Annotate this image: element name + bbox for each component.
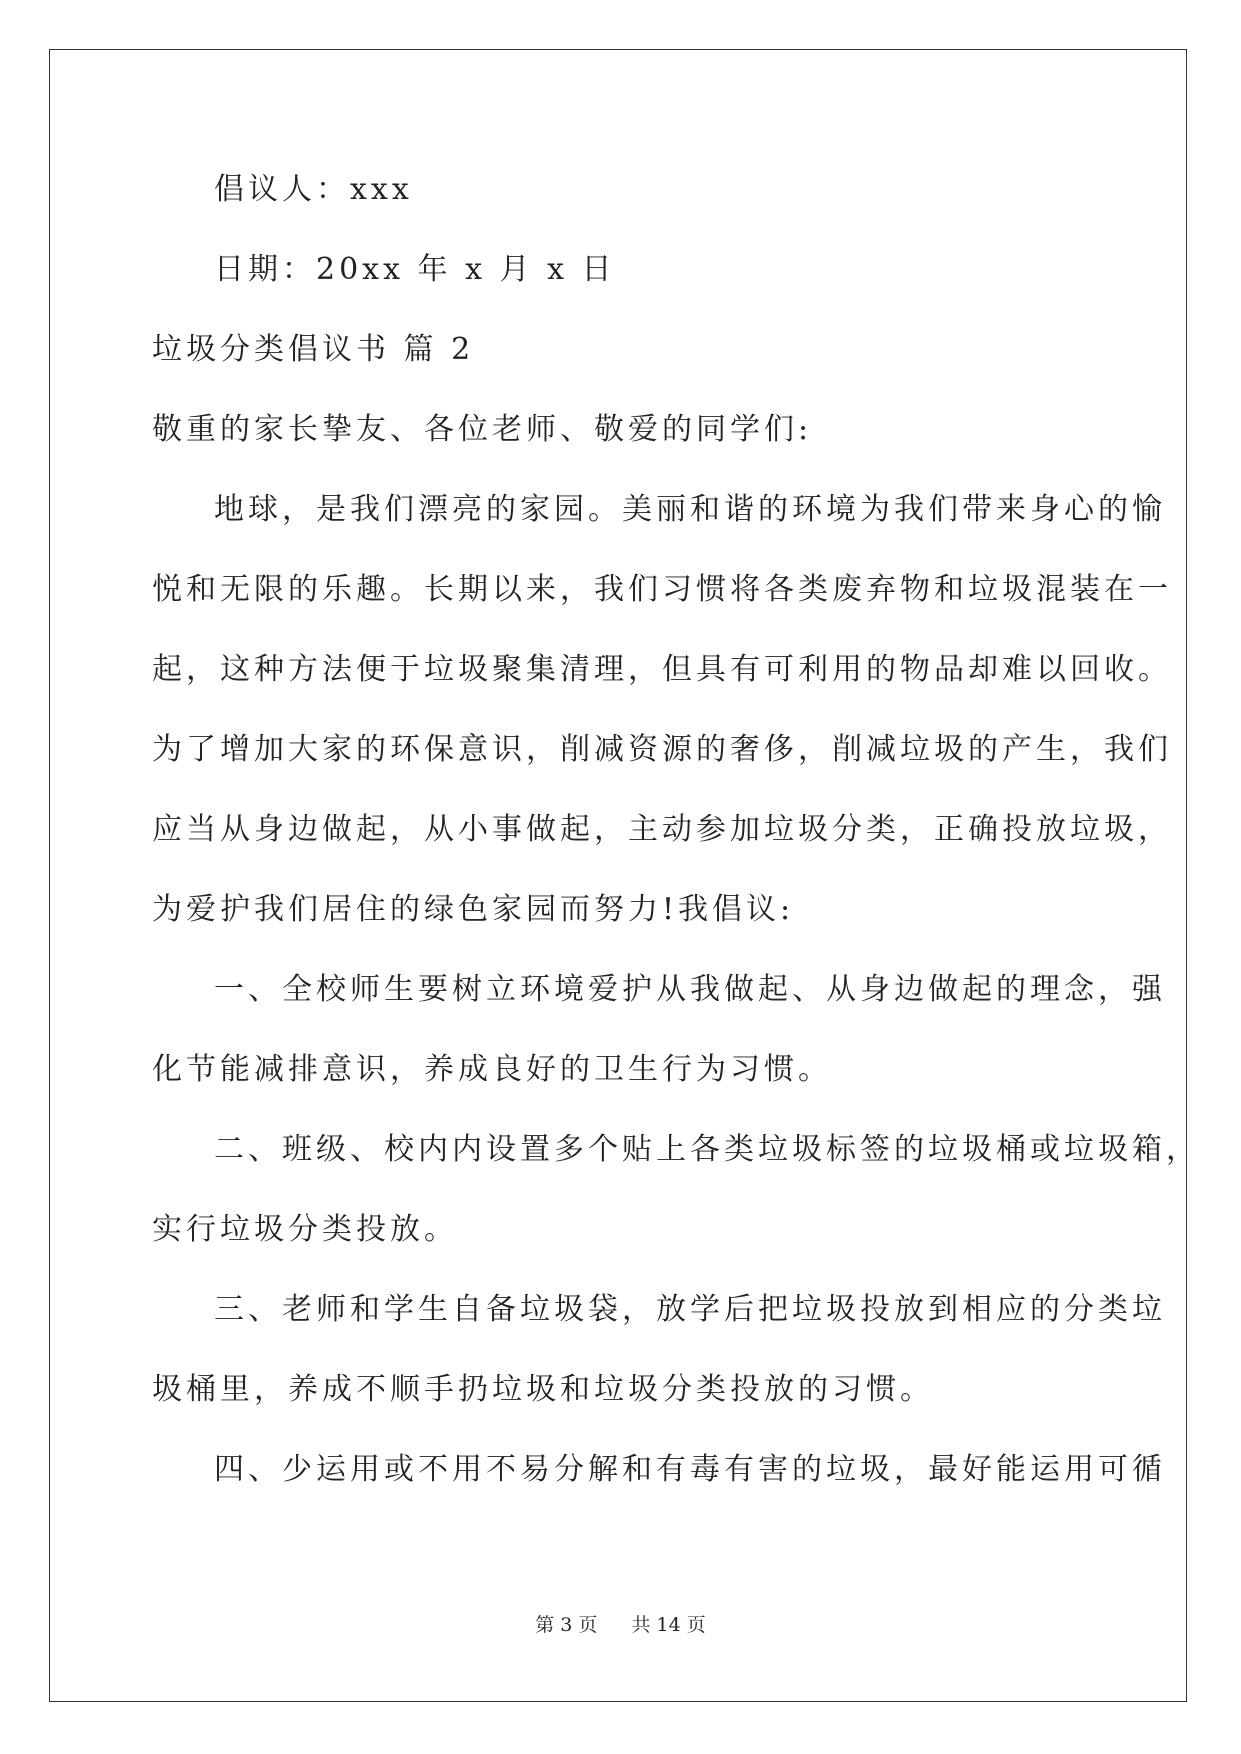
paragraph-line: 悦和无限的乐趣。长期以来，我们习惯将各类废弃物和垃圾混装在一 <box>152 572 1172 607</box>
list-item-line: 一、全校师生要树立环境爱护从我做起、从身边做起的理念，强 <box>214 972 1166 1007</box>
date-line: 日期：20xx 年 x 月 x 日 <box>214 252 616 287</box>
list-item-line: 三、老师和学生自备垃圾袋，放学后把垃圾投放到相应的分类垃 <box>214 1292 1166 1327</box>
section-title: 垃圾分类倡议书 篇 2 <box>152 332 475 367</box>
list-item-line: 圾桶里，养成不顺手扔垃圾和垃圾分类投放的习惯。 <box>152 1372 934 1407</box>
paragraph-line: 应当从身边做起，从小事做起，主动参加垃圾分类，正确投放垃圾， <box>152 812 1172 847</box>
page-footer <box>0 1613 1241 1637</box>
page-number: 第 3 页 <box>535 1614 598 1636</box>
proposer-line: 倡议人：xxx <box>214 172 413 207</box>
total-pages: 共 14 页 <box>631 1614 706 1636</box>
list-item-line: 化节能减排意识，养成良好的卫生行为习惯。 <box>152 1052 832 1087</box>
paragraph-line: 为爱护我们居住的绿色家园而努力!我倡议: <box>152 892 795 927</box>
paragraph-line: 起，这种方法便于垃圾聚集清理，但具有可利用的物品却难以回收。 <box>152 652 1172 687</box>
paragraph-line: 为了增加大家的环保意识，削减资源的奢侈，削减垃圾的产生，我们 <box>152 732 1172 767</box>
list-item-line: 二、班级、校内内设置多个贴上各类垃圾标签的垃圾桶或垃圾箱， <box>214 1132 1200 1167</box>
list-item-line: 四、少运用或不用不易分解和有毒有害的垃圾，最好能运用可循 <box>214 1452 1166 1487</box>
paragraph-line: 地球，是我们漂亮的家园。美丽和谐的环境为我们带来身心的愉 <box>214 492 1166 527</box>
salutation: 敬重的家长挚友、各位老师、敬爱的同学们: <box>152 412 813 447</box>
list-item-line: 实行垃圾分类投放。 <box>152 1212 458 1247</box>
